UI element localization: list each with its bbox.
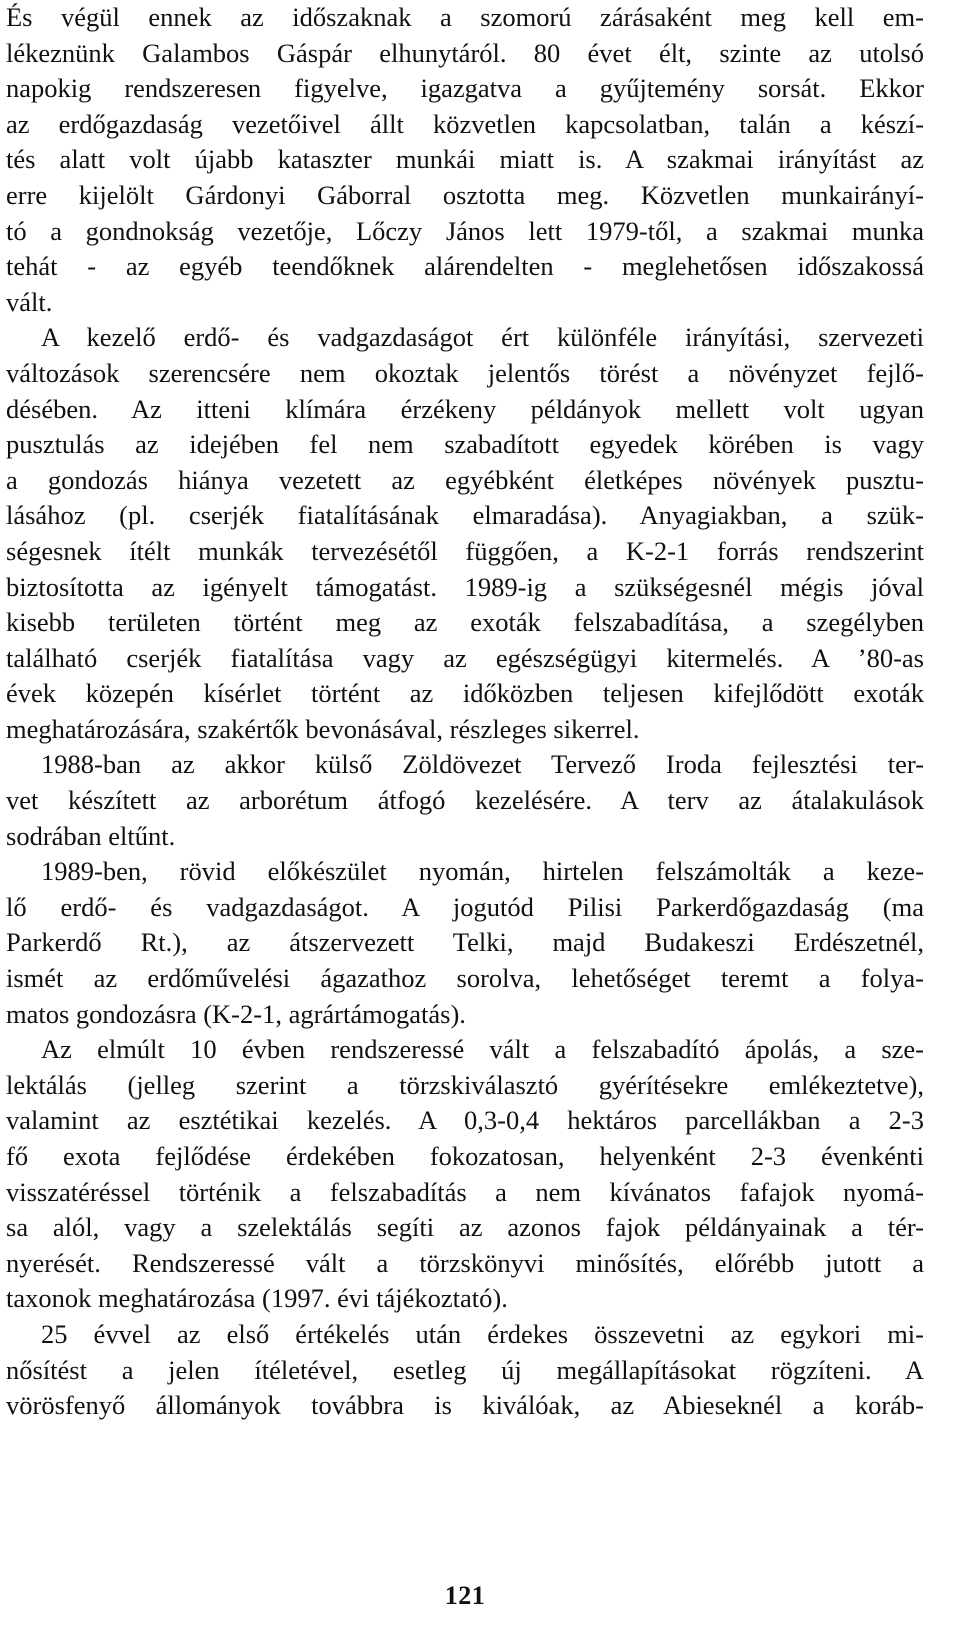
text-line: Parkerdő Rt.), az átszervezett Telki, majd Budakeszi Erdészetnél, bbox=[6, 927, 924, 958]
text-line: meghatározására, szakértők bevonásával, részleges sikerrel. bbox=[6, 713, 640, 744]
text-line: És végül ennek az időszaknak a szomorú zárásaként meg kell em- bbox=[6, 2, 924, 32]
paragraph bbox=[6, 1317, 924, 1424]
text-line: vet készített az arborétum átfogó kezelésére. A terv az átalakulások bbox=[6, 785, 924, 816]
text-line: pusztulás az idejében fel nem szabadított egyedek körében is vagy bbox=[6, 429, 924, 460]
text-line: sa alól, vagy a szelektálás segíti az azonos fajok példányainak a tér- bbox=[6, 1212, 924, 1243]
text-line: désében. Az itteni klímára érzékeny példányok mellett volt ugyan bbox=[6, 393, 924, 424]
text-line: ségesnek ítélt munkák tervezésétől függően, a K-2-1 forrás rendszerint bbox=[6, 535, 924, 566]
text-line: lektálás (jelleg szerint a törzskiválasztó gyérítésekre emlékeztetve), bbox=[6, 1069, 924, 1100]
text-line: visszatéréssel történik a felszabadítás a nem kívánatos fafajok nyomá- bbox=[6, 1176, 924, 1207]
text-line: vált. bbox=[6, 286, 53, 317]
text-line: 1989-ben, rövid előkészület nyomán, hirtelen felszámolták a keze- bbox=[41, 856, 924, 887]
text-line: található cserjék fiatalítása vagy az egészségügyi kitermelés. A ’80-as bbox=[6, 642, 924, 673]
text-line: nősítést a jelen ítéletével, esetleg új megállapításokat rögzíteni. A bbox=[6, 1354, 924, 1385]
text-line: ismét az erdőművelési ágazathoz sorolva, lehetőséget teremt a folya- bbox=[6, 963, 924, 994]
text-line: biztosította az igényelt támogatást. 1989-ig a szükségesnél mégis jóval bbox=[6, 571, 924, 602]
text-line: a gondozás hiánya vezetett az egyébként életképes növények pusztu- bbox=[6, 464, 924, 495]
text-line: A kezelő erdő- és vadgazdaságot ért különféle irányítási, szervezeti bbox=[41, 322, 924, 353]
text-line: az erdőgazdaság vezetőivel állt közvetlen kapcsolatban, talán a készí- bbox=[6, 108, 924, 139]
text-line: fő exota fejlődése érdekében fokozatosan, helyenként 2-3 évenkénti bbox=[6, 1141, 924, 1171]
text-line: sodrában eltűnt. bbox=[6, 820, 176, 851]
text-line: vörösfenyő állományok továbbra is kiválóak, az Abieseknél a koráb- bbox=[6, 1390, 924, 1421]
text-line: nyerését. Rendszeressé vált a törzskönyvi minősítés, előrébb jutott a bbox=[6, 1247, 924, 1278]
paragraph bbox=[6, 747, 924, 854]
text-line: lő erdő- és vadgazdaságot. A jogutód Pilisi Parkerdőgazdaság (ma bbox=[6, 891, 924, 922]
paragraph bbox=[6, 320, 924, 747]
text-line: 25 évvel az első értékelés után érdekes összevetni az egykori mi- bbox=[41, 1318, 924, 1349]
book-page bbox=[6, 0, 924, 1638]
text-line: kisebb területen történt meg az exoták felszabadítása, a szegélyben bbox=[6, 607, 924, 638]
text-line: évek közepén kísérlet történt az időközben teljesen kifejlődött exoták bbox=[6, 678, 924, 709]
text-line: matos gondozásra (K-2-1, agrártámogatás). bbox=[6, 998, 466, 1029]
text-line: tés alatt volt újabb kataszter munkái miatt is. A szakmai irányítást az bbox=[6, 144, 924, 175]
text-line: Az elmúlt 10 évben rendszeressé vált a felszabadító ápolás, a sze- bbox=[41, 1034, 924, 1065]
text-line: 1988-ban az akkor külső Zöldövezet Tervező Iroda fejlesztési ter- bbox=[41, 749, 924, 780]
paragraph bbox=[6, 854, 924, 1032]
text-line: változások szerencsére nem okoztak jelentős törést a növényzet fejlő- bbox=[6, 357, 924, 388]
text-line: tó a gondnokság vezetője, Lőczy János lett 1979-től, a szakmai munka bbox=[6, 215, 924, 246]
paragraph bbox=[6, 1032, 924, 1317]
text-line: valamint az esztétikai kezelés. A 0,3-0,4 hektáros parcellákban a 2-3 bbox=[6, 1105, 924, 1136]
body-text bbox=[6, 0, 924, 1424]
text-line: lásához (pl. cserjék fiatalításának elmaradása). Anyagiakban, a szük- bbox=[6, 500, 924, 531]
text-line: napokig rendszeresen figyelve, igazgatva a gyűjtemény sorsát. Ekkor bbox=[6, 73, 924, 104]
paragraph bbox=[6, 0, 924, 320]
text-line: taxonok meghatározása (1997. évi tájékoztató). bbox=[6, 1283, 508, 1314]
text-line: tehát - az egyéb teendőknek alárendelten - meglehetősen időszakossá bbox=[6, 251, 924, 282]
text-line: erre kijelölt Gárdonyi Gáborral osztotta meg. Közvetlen munkairányí- bbox=[6, 179, 924, 210]
page-number: 121 bbox=[444, 1581, 486, 1610]
text-line: lékeznünk Galambos Gáspár elhunytáról. 80 évet élt, szinte az utolsó bbox=[6, 37, 924, 68]
